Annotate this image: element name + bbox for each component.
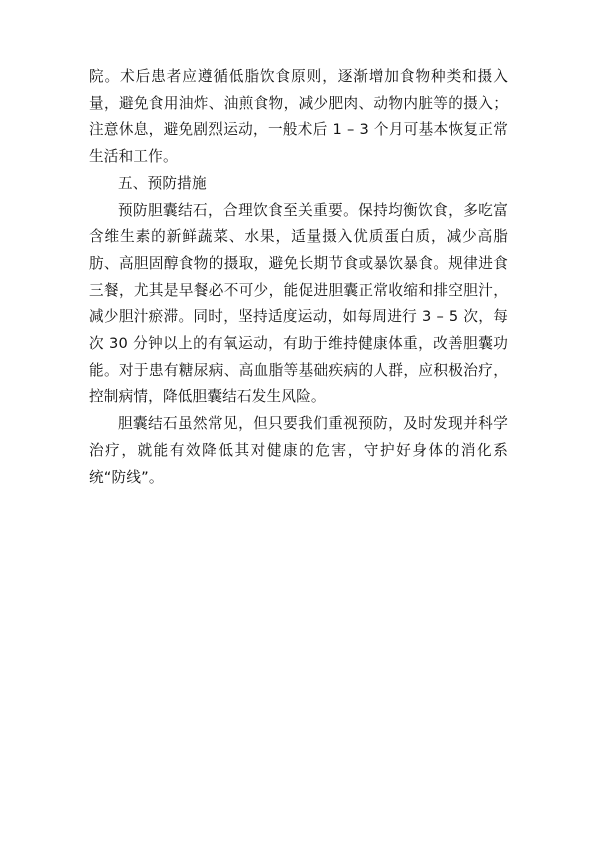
document-body [89,64,508,491]
section-heading-prevention: 五、预防措施 [118,174,207,192]
postoperative-care-paragraph: 院。术后患者应遵循低脂饮食原则，逐渐增加食物种类和摄入量，避免食用油炸、油煎食物，减少肥肉、动物内脏等的摄入；注意休息，避免剧烈运动，一般术后 1 – 3 个月可基本恢复正常生活和工作。 [89,68,508,166]
conclusion-paragraph: 胆囊结石虽然常见，但只要我们重视预防，及时发现并科学治疗，就能有效降低其对健康的危害，守护好身体的消化系统“防线”。 [89,415,508,486]
prevention-paragraph: 预防胆囊结石，合理饮食至关重要。保持均衡饮食，多吃富含维生素的新鲜蔬菜、水果，适量摄入优质蛋白质，减少高脂肪、高胆固醇食物的摄取，避免长期节食或暴饮暴食。规律进食三餐，尤其是早餐必不可少，能促进胆囊正常收缩和排空胆汁，减少胆汁瘀滞。同时，坚持适度运动，如每周进行 3 – 5 次，每次 30 分钟以上的有氧运动，有助于维持健康体重，改善胆囊功能。对于患有糖尿病、高血脂等基础疾病的人群，应积极治疗，控制病情，降低胆囊结石发生风险。 [89,201,508,406]
